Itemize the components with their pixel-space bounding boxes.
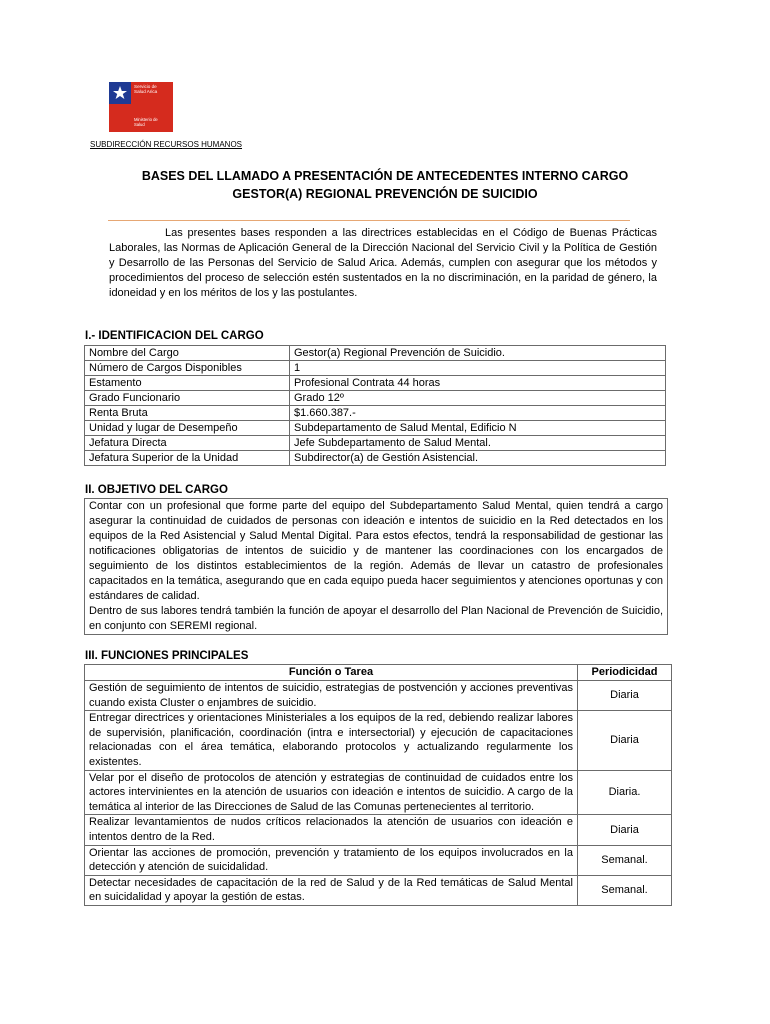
period-cell: Diaria. xyxy=(578,770,672,815)
section-objective-heading: II. OBJETIVO DEL CARGO xyxy=(85,484,228,496)
objective-box xyxy=(84,498,668,635)
row-label: Unidad y lugar de Desempeño xyxy=(85,421,290,436)
table-row xyxy=(85,815,672,845)
table-row xyxy=(85,451,666,466)
row-label: Estamento xyxy=(85,376,290,391)
logo-line-3: Ministerio de xyxy=(134,117,158,122)
row-label: Número de Cargos Disponibles xyxy=(85,361,290,376)
table-row xyxy=(85,361,666,376)
task-cell: Entregar directrices y orientaciones Ministeriales a los equipos de la red, debiendo realizar labores de supervisión, planificación, coordinación (intra e intersectorial) y ejecución de capacitaciones relacionadas con el área temática, elaborando protocolos y actualizando regularmente los existentes. xyxy=(85,711,578,770)
table-row xyxy=(85,346,666,361)
row-label: Jefatura Directa xyxy=(85,436,290,451)
row-value: Jefe Subdepartamento de Salud Mental. xyxy=(290,436,666,451)
row-label: Jefatura Superior de la Unidad xyxy=(85,451,290,466)
row-label: Grado Funcionario xyxy=(85,391,290,406)
task-cell: Gestión de seguimiento de intentos de suicidio, estrategias de postvención y acciones preventivas cuando exista Cluster o enjambres de suicidio. xyxy=(85,681,578,711)
table-row xyxy=(85,391,666,406)
period-cell: Diaria xyxy=(578,815,672,845)
objective-paragraph-2: Dentro de sus labores tendrá también la función de apoyar el desarrollo del Plan Nacional de Prevención de Suicidio, en conjunto con SEREMI regional. xyxy=(89,605,663,632)
row-value: $1.660.387.- xyxy=(290,406,666,421)
objective-paragraph-1: Contar con un profesional que forme parte del equipo del Subdepartamento Salud Mental, quien tendrá a cargo asegurar la continuidad de cuidados de personas con ideación e intentos de suicidio en la Red detectados en los equipos de la Red Asistencial y Salud Mental Digital. Para estos efectos, tendrá la responsabilidad de gestionar las notificaciones obligatorias de intentos de suicidio y de mantener las coordinaciones con los encargados de seguimiento de los distintos establecimientos de la región. Además de llevar un catastro de profesionales capacitados en la temática, asegurando que en cada equipo pueda hacer seguimientos y atenciones oportunas y con estándares de calidad. xyxy=(89,500,663,602)
table-row xyxy=(85,875,672,905)
column-header-task: Función o Tarea xyxy=(85,665,578,681)
table-header-row xyxy=(85,665,672,681)
table-row xyxy=(85,421,666,436)
document-title-line-2: GESTOR(A) REGIONAL PREVENCIÓN DE SUICIDIO xyxy=(232,187,538,201)
table-row xyxy=(85,406,666,421)
period-cell: Semanal. xyxy=(578,845,672,875)
department-label: SUBDIRECCIÓN RECURSOS HUMANOS xyxy=(90,140,243,149)
task-cell: Realizar levantamientos de nudos críticos relacionados la atención de usuarios con ideación e intentos dentro de la Red. xyxy=(85,815,578,845)
institution-logo xyxy=(109,82,173,132)
table-row xyxy=(85,376,666,391)
table-row xyxy=(85,681,672,711)
table-row xyxy=(85,711,672,770)
task-cell: Orientar las acciones de promoción, prevención y tratamiento de los equipos involucrados en la detección y atención de suicidalidad. xyxy=(85,845,578,875)
functions-table xyxy=(84,664,672,906)
row-label: Nombre del Cargo xyxy=(85,346,290,361)
row-value: 1 xyxy=(290,361,666,376)
table-row xyxy=(85,770,672,815)
section-functions-heading: III. FUNCIONES PRINCIPALES xyxy=(85,650,249,662)
document-title-line-1: BASES DEL LLAMADO A PRESENTACIÓN DE ANTECEDENTES INTERNO CARGO xyxy=(141,169,629,183)
identification-table xyxy=(84,345,666,466)
logo-line-2: Salud Arica xyxy=(134,89,158,94)
period-cell: Semanal. xyxy=(578,875,672,905)
period-cell: Diaria xyxy=(578,711,672,770)
intro-paragraph xyxy=(109,226,657,301)
table-row xyxy=(85,436,666,451)
task-cell: Detectar necesidades de capacitación de la red de Salud y de la Red temáticas de Salud Mental en suicidalidad y apoyar la gestión de estas. xyxy=(85,875,578,905)
title-divider xyxy=(108,220,630,221)
period-cell: Diaria xyxy=(578,681,672,711)
row-value: Gestor(a) Regional Prevención de Suicidio. xyxy=(290,346,666,361)
logo-line-1: Servicio de xyxy=(134,84,157,89)
row-value: Subdepartamento de Salud Mental, Edificio N xyxy=(290,421,666,436)
row-value: Subdirector(a) de Gestión Asistencial. xyxy=(290,451,666,466)
column-header-period: Periodicidad xyxy=(578,665,672,681)
task-cell: Velar por el diseño de protocolos de atención y estrategias de continuidad de cuidados entre los actores intervinientes en la atención de usuarios con ideación e intentos de suicidio. A cargo de la temática al interior de las Direcciones de Salud de las Comunas pertenecientes al territorio. xyxy=(85,770,578,815)
chile-government-emblem-icon xyxy=(109,82,173,132)
section-identification-heading: I.- IDENTIFICACION DEL CARGO xyxy=(85,330,264,342)
logo-line-4: Salud xyxy=(134,122,145,127)
table-row xyxy=(85,845,672,875)
row-value: Profesional Contrata 44 horas xyxy=(290,376,666,391)
row-value: Grado 12º xyxy=(290,391,666,406)
intro-text: Las presentes bases responden a las directrices establecidas en el Código de Buenas Prácticas Laborales, las Normas de Aplicación General de la Dirección Nacional del Servicio Civil y la Política de Gestión y Desarrollo de las Personas del Servicio de Salud Arica. Además, cumplen con asegurar que los métodos y procedimientos del proceso de selección estén sustentados en la no discriminación, en la paridad de género, la idoneidad y en los méritos de los y las postulantes. xyxy=(109,227,657,300)
row-label: Renta Bruta xyxy=(85,406,290,421)
